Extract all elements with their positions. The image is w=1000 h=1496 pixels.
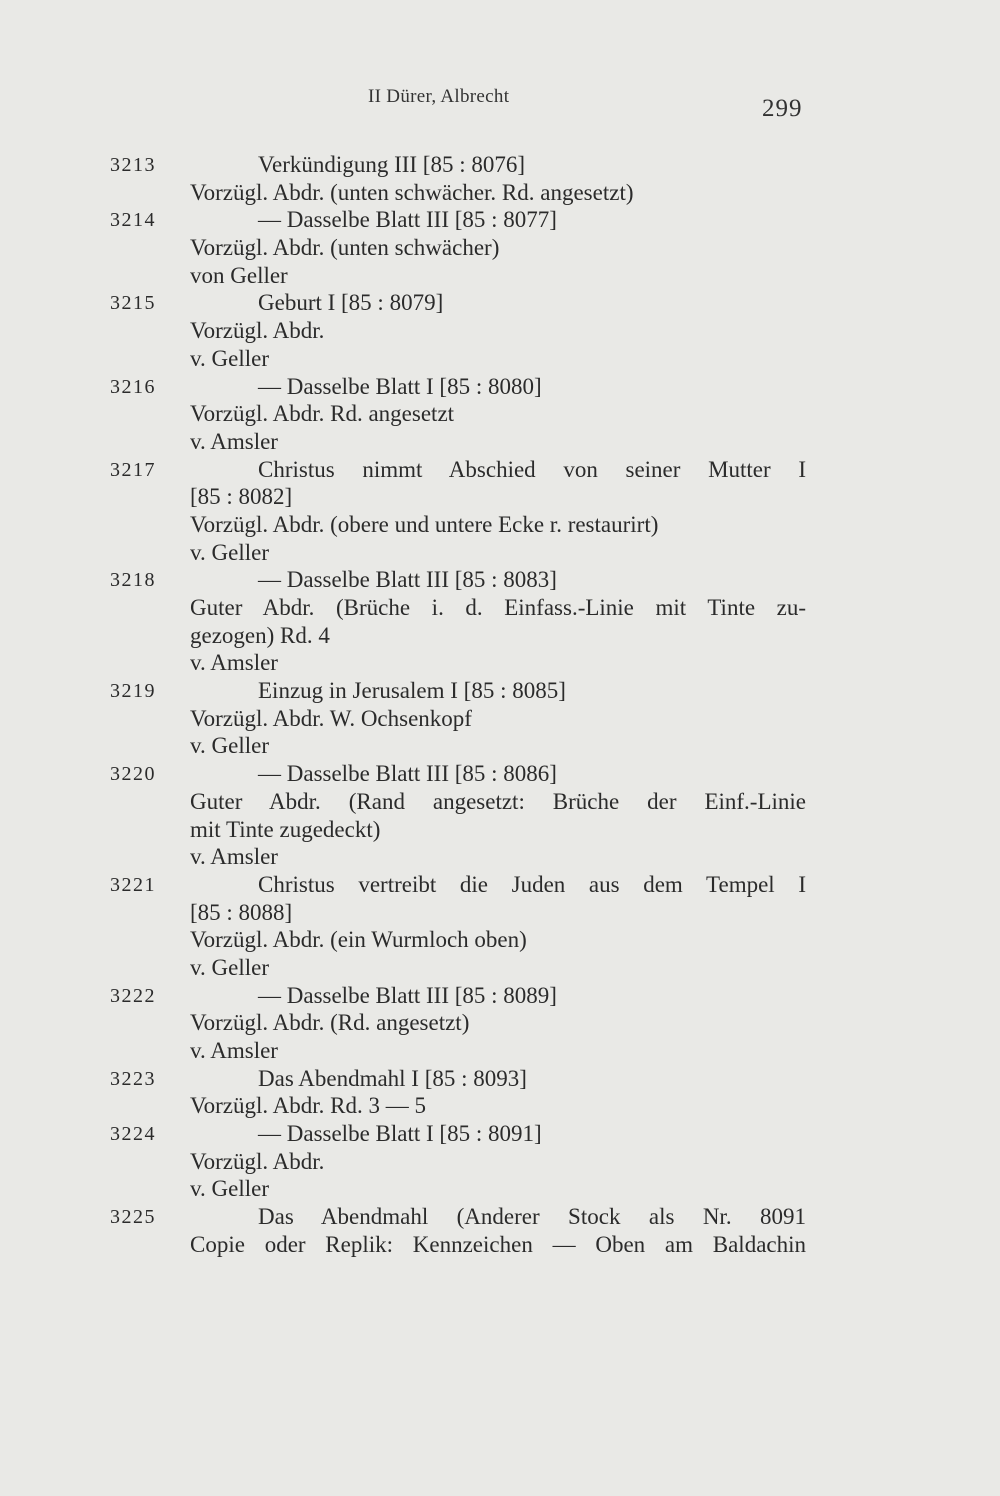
entry-line: [0, 622, 1000, 650]
entry-line: [0, 1175, 1000, 1203]
entry-number: 3214: [110, 209, 156, 232]
entry-line: [0, 428, 1000, 456]
entry-detail: v. Amsler: [190, 428, 278, 454]
catalog-list: [0, 151, 1000, 1259]
entry-number: 3225: [110, 1206, 156, 1229]
entry-line: [0, 1120, 1000, 1148]
entry-line: [0, 511, 1000, 539]
catalog-entry: [0, 566, 1000, 677]
entry-line: [0, 1009, 1000, 1037]
entry-detail: gezogen) Rd. 4: [190, 622, 330, 648]
entry-title: Christus vertreibt die Juden aus dem Tempel I: [258, 871, 806, 897]
entry-detail: [85 : 8088]: [190, 899, 293, 925]
entry-line: [0, 871, 1000, 899]
entry-detail: Vorzügl. Abdr. (unten schwächer): [190, 235, 500, 261]
entry-line: [0, 262, 1000, 290]
entry-line: [0, 179, 1000, 207]
entry-detail: Vorzügl. Abdr. (unten schwächer. Rd. angesetzt): [190, 179, 634, 205]
entry-title: Das Abendmahl I [85 : 8093]: [258, 1065, 527, 1091]
entry-title: Christus nimmt Abschied von seiner Mutter I: [258, 456, 806, 482]
entry-detail: [85 : 8082]: [190, 484, 293, 510]
entry-detail: v. Amsler: [190, 650, 278, 676]
entry-line: [0, 289, 1000, 317]
entry-line: [0, 677, 1000, 705]
catalog-entry: [0, 1120, 1000, 1203]
entry-line: [0, 151, 1000, 179]
entry-detail: Vorzügl. Abdr. W. Ochsenkopf: [190, 705, 472, 731]
entry-detail: v. Amsler: [190, 844, 278, 870]
entry-line: [0, 373, 1000, 401]
entry-detail: v. Geller: [190, 345, 269, 371]
entry-line: [0, 483, 1000, 511]
catalog-entry: [0, 206, 1000, 289]
entry-line: [0, 982, 1000, 1010]
entry-title: — Dasselbe Blatt III [85 : 8086]: [258, 761, 557, 787]
entry-line: [0, 594, 1000, 622]
entry-number: 3213: [110, 154, 156, 176]
entry-number: 3215: [110, 292, 156, 315]
entry-number: 3224: [110, 1123, 156, 1146]
entry-title: — Dasselbe Blatt III [85 : 8089]: [258, 982, 557, 1008]
entry-number: 3222: [110, 984, 156, 1007]
entry-line: [0, 234, 1000, 262]
entry-number: 3223: [110, 1067, 156, 1090]
entry-detail: v. Geller: [190, 1176, 269, 1202]
entry-line: [0, 1231, 1000, 1259]
entry-line: [0, 1037, 1000, 1065]
entry-detail: Vorzügl. Abdr. Rd. 3 — 5: [190, 1093, 426, 1119]
entry-title: — Dasselbe Blatt I [85 : 8080]: [258, 373, 542, 399]
entry-line: [0, 1092, 1000, 1120]
entry-number: 3218: [110, 569, 156, 592]
catalog-entry: [0, 677, 1000, 760]
entry-line: [0, 926, 1000, 954]
entry-line: [0, 400, 1000, 428]
entry-title: Geburt I [85 : 8079]: [258, 290, 444, 316]
entry-line: [0, 788, 1000, 816]
entry-line: [0, 649, 1000, 677]
catalog-entry: [0, 151, 1000, 206]
entry-line: [0, 566, 1000, 594]
entry-number: 3220: [110, 763, 156, 786]
catalog-entry: [0, 456, 1000, 567]
entry-detail: von Geller: [190, 262, 288, 288]
entry-line: [0, 954, 1000, 982]
catalog-entry: [0, 289, 1000, 372]
entry-detail: v. Amsler: [190, 1038, 278, 1063]
catalog-entry: [0, 760, 1000, 871]
entry-detail: Copie oder Replik: Kennzeichen — Oben am Baldachin: [190, 1231, 806, 1257]
entry-line: [0, 1065, 1000, 1093]
entry-line: [0, 206, 1000, 234]
catalog-entry: [0, 871, 1000, 982]
entry-detail: v. Geller: [190, 733, 269, 759]
entry-detail: v. Geller: [190, 954, 269, 980]
entry-title: Verkündigung III [85 : 8076]: [258, 152, 526, 177]
entry-line: [0, 317, 1000, 345]
entry-detail: Vorzügl. Abdr. (ein Wurmloch oben): [190, 927, 527, 953]
entry-title: Einzug in Jerusalem I [85 : 8085]: [258, 678, 566, 704]
catalog-entry: [0, 982, 1000, 1065]
entry-detail: mit Tinte zugedeckt): [190, 816, 381, 842]
running-header: II Dürer, Albrecht: [368, 86, 510, 107]
entry-line: [0, 1148, 1000, 1176]
entry-number: 3221: [110, 873, 156, 896]
entry-line: [0, 456, 1000, 484]
entry-line: [0, 760, 1000, 788]
entry-detail: Vorzügl. Abdr. Rd. angesetzt: [190, 401, 455, 427]
entry-number: 3216: [110, 375, 156, 398]
entry-detail: Vorzügl. Abdr. (Rd. angesetzt): [190, 1010, 470, 1036]
entry-line: [0, 816, 1000, 844]
catalog-entry: [0, 1065, 1000, 1120]
entry-detail: v. Geller: [190, 539, 269, 565]
entry-line: [0, 1203, 1000, 1231]
entry-title: — Dasselbe Blatt III [85 : 8077]: [258, 207, 557, 233]
page-number: 299: [762, 95, 803, 122]
catalog-entry: [0, 373, 1000, 456]
entry-detail: Guter Abdr. (Brüche i. d. Einfass.-Linie mit Tinte zu-: [190, 595, 806, 620]
catalog-entry: [0, 1203, 1000, 1258]
entry-detail: Vorzügl. Abdr. (obere und untere Ecke r. restaurirt): [190, 511, 659, 537]
entry-detail: Vorzügl. Abdr.: [190, 1148, 325, 1174]
entry-detail: Vorzügl. Abdr.: [190, 318, 325, 344]
entry-line: [0, 345, 1000, 373]
entry-number: 3219: [110, 680, 156, 703]
entry-detail: Guter Abdr. (Rand angesetzt: Brüche der Einf.-Linie: [190, 788, 806, 814]
entry-line: [0, 705, 1000, 733]
entry-title: — Dasselbe Blatt I [85 : 8091]: [258, 1121, 542, 1147]
entry-line: [0, 843, 1000, 871]
entry-title: Das Abendmahl (Anderer Stock als Nr. 8091: [258, 1204, 806, 1230]
entry-line: [0, 732, 1000, 760]
entry-line: [0, 539, 1000, 567]
entry-line: [0, 899, 1000, 927]
entry-title: — Dasselbe Blatt III [85 : 8083]: [258, 567, 557, 593]
entry-number: 3217: [110, 458, 156, 481]
